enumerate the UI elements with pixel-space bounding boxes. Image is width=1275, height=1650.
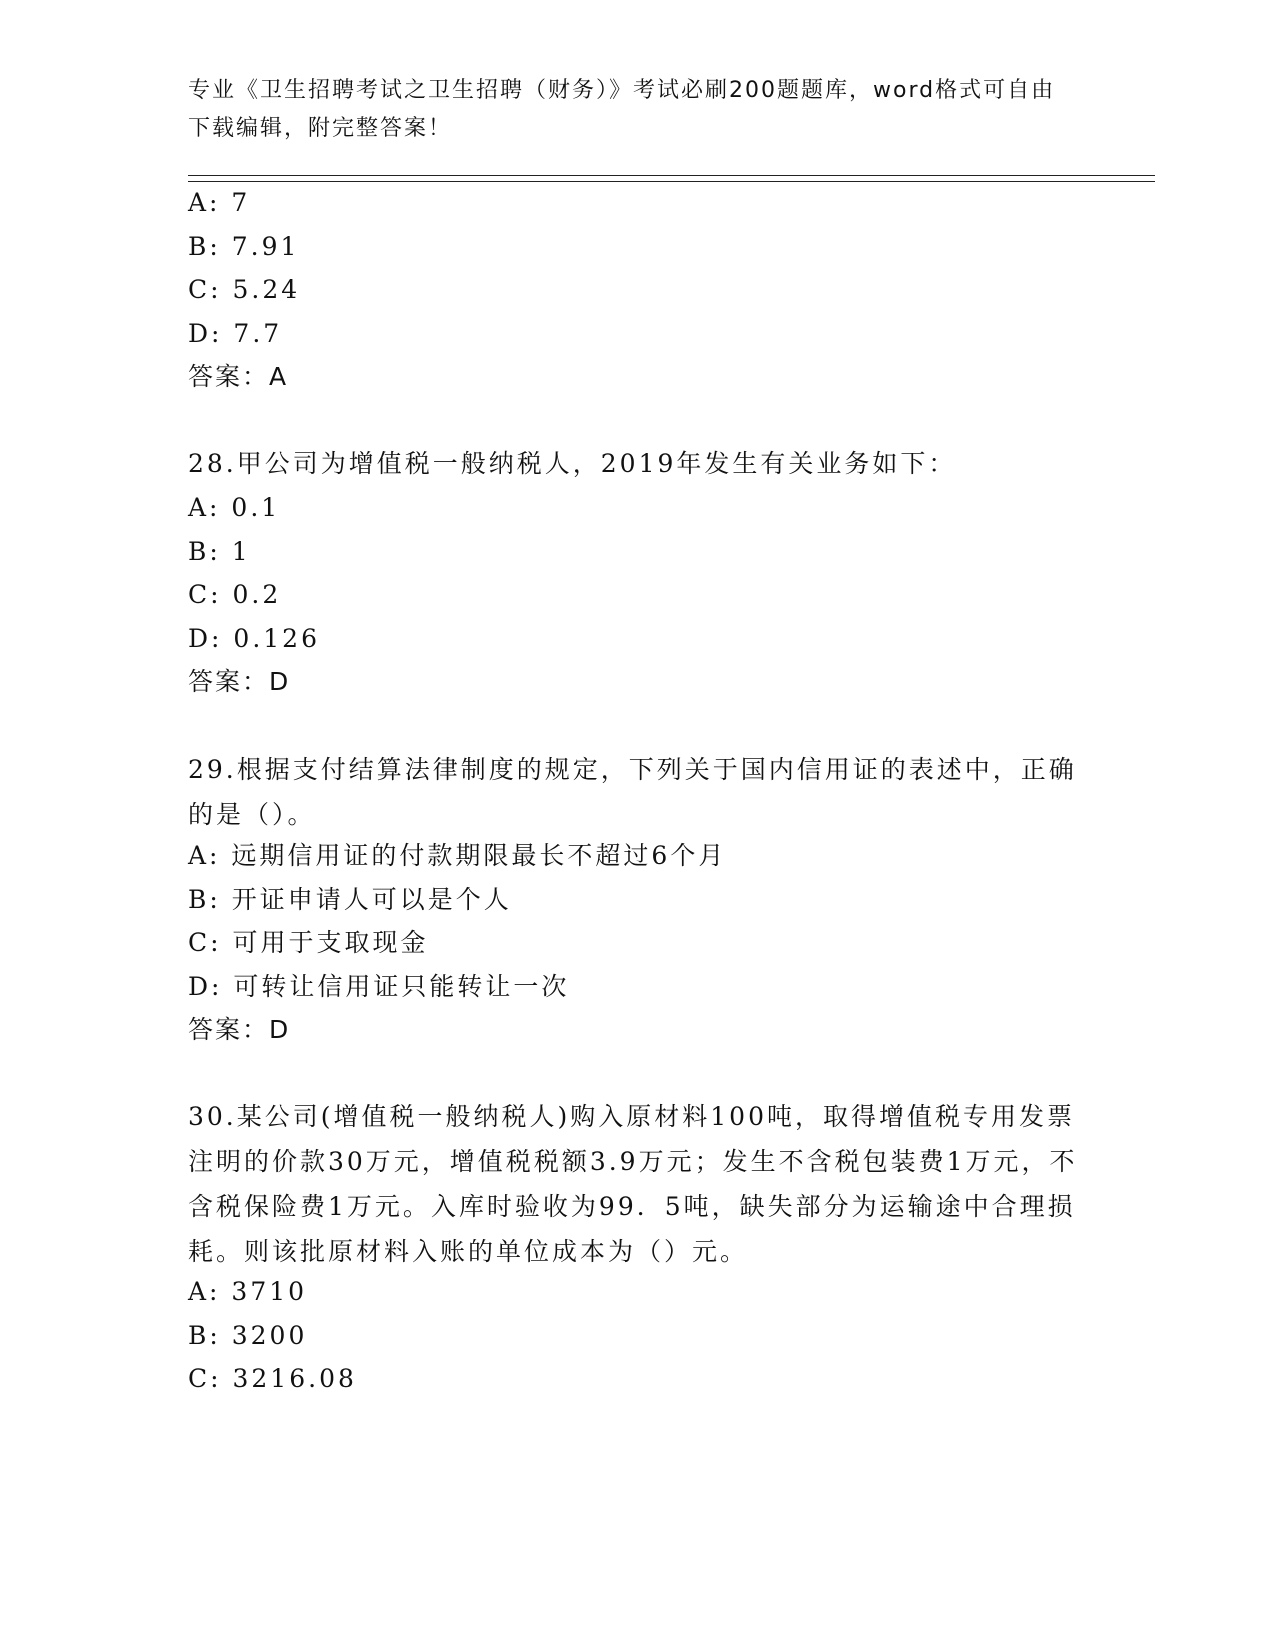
question-28-stem: 28.甲公司为增值税一般纳税人，2019年发生有关业务如下：	[188, 449, 957, 478]
q28-option-c: C: 0.2	[188, 580, 282, 609]
q28-option-d: D: 0.126	[188, 624, 320, 653]
q30-option-a: A: 3710	[188, 1277, 308, 1306]
q29-answer: 答案：D	[188, 1015, 291, 1044]
option-a: A: 7	[188, 188, 251, 217]
question-30-stem: 30.某公司(增值税一般纳税人)购入原材料100吨，取得增值税专用发票注明的价款30万元，增值税税额3.9万元；发生不含税包装费1万元，不含税保险费1万元。入库时验收为99．5吨，缺失部分为运输途中合理损耗。则该批原材料入账的单位成本为（）元。	[188, 1102, 1078, 1266]
q29-option-b: B: 开证申请人可以是个人	[188, 885, 512, 914]
header-rule-top	[188, 175, 1155, 176]
q28-answer: 答案：D	[188, 667, 291, 696]
question-29-stem: 29.根据支付结算法律制度的规定，下列关于国内信用证的表述中，正确的是（）。	[188, 755, 1077, 829]
option-c: C: 5.24	[188, 275, 301, 304]
q30-option-b: B: 3200	[188, 1321, 308, 1350]
q29-option-d: D: 可转让信用证只能转让一次	[188, 972, 570, 1001]
document-header: 专业《卫生招聘考试之卫生招聘（财务）》考试必刷200题题库，word格式可自由下载编辑，附完整答案！	[188, 78, 1056, 141]
q30-option-c: C: 3216.08	[188, 1364, 357, 1393]
q28-option-b: B: 1	[188, 537, 251, 566]
answer-line: 答案：A	[188, 362, 289, 391]
option-b: B: 7.91	[188, 232, 300, 261]
q28-option-a: A: 0.1	[188, 493, 281, 522]
q29-option-a: A: 远期信用证的付款期限最长不超过6个月	[188, 841, 727, 870]
option-d: D: 7.7	[188, 319, 283, 348]
q29-option-c: C: 可用于支取现金	[188, 928, 429, 957]
header-rule-bottom	[188, 181, 1155, 182]
